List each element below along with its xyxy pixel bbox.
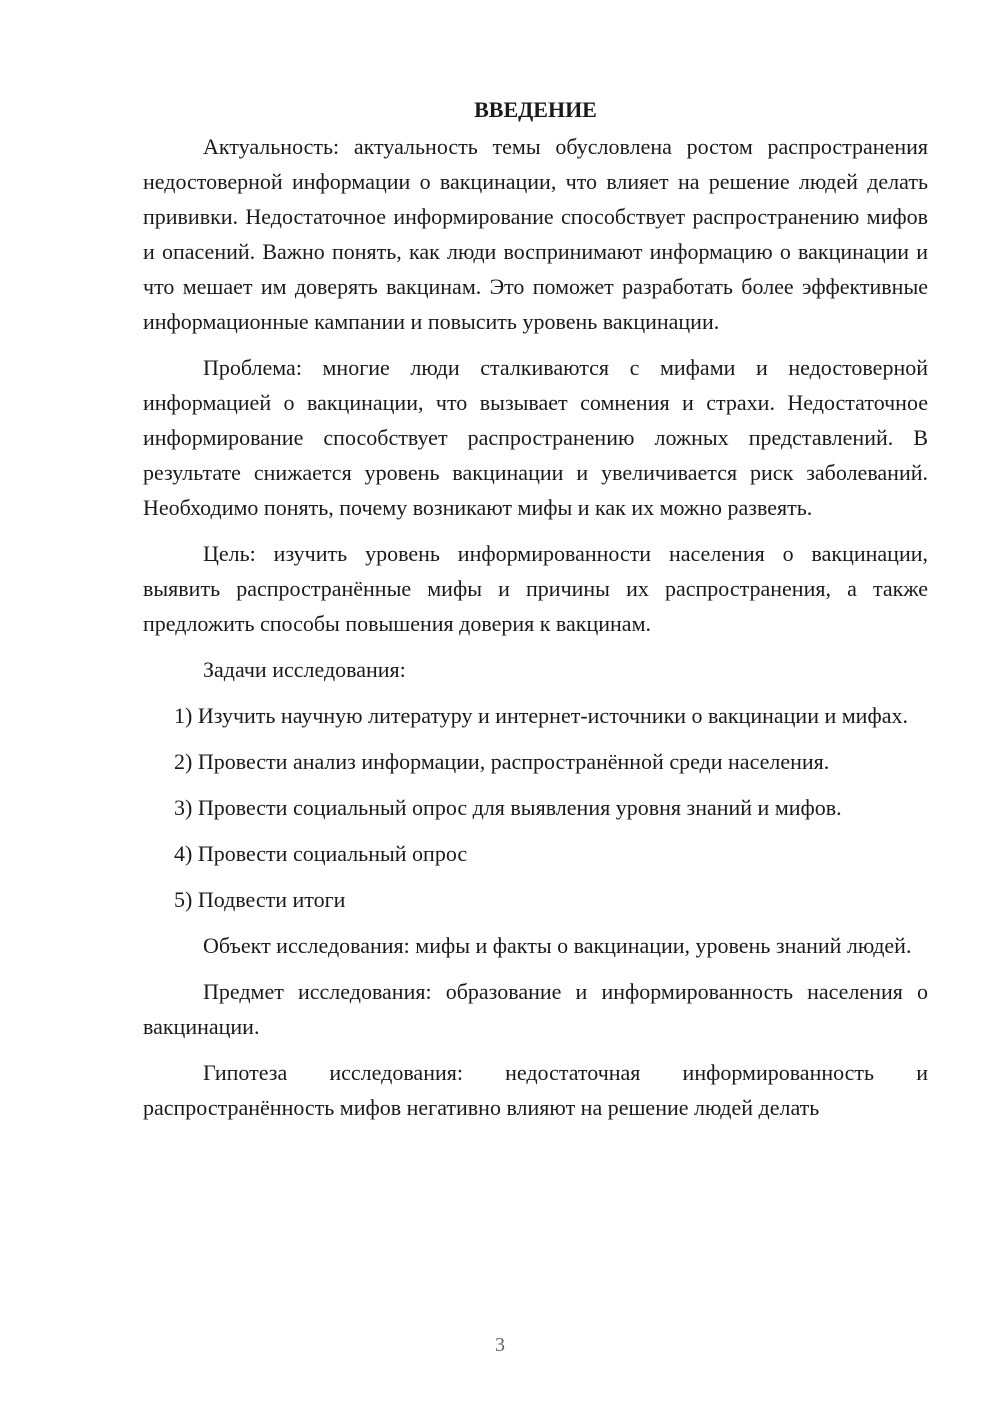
subject-paragraph: Предмет исследования: образование и информированность населения о вакцинации. [143,979,928,1039]
task-item-4: 4) Провести социальный опрос [174,841,468,866]
tasks-heading: Задачи исследования: [203,657,406,682]
document-page [143,92,928,1136]
task-item-3: 3) Провести социальный опрос для выявления уровня знаний и мифов. [174,795,842,820]
task-item-1: 1) Изучить научную литературу и интернет-источники о вакцинации и мифах. [174,703,908,728]
goal-paragraph: Цель: изучить уровень информированности населения о вакцинации, выявить распространённые мифы и причины их распространения, а также предложить способы повышения доверия к вакцинам. [143,541,928,636]
problem-paragraph: Проблема: многие люди сталкиваются с мифами и недостоверной информацией о вакцинации, что вызывает сомнения и страхи. Недостаточное информирование способствует распространению ложных представлений. В результате снижается уровень вакцинации и увеличивается риск заболеваний. Необходимо понять, почему возникают мифы и как их можно развеять. [143,355,928,520]
page-number: 3 [495,1334,505,1356]
object-paragraph: Объект исследования: мифы и факты о вакцинации, уровень знаний людей. [203,933,912,958]
section-title: ВВЕДЕНИЕ [474,97,597,122]
task-item-5: 5) Подвести итоги [174,887,346,912]
hypothesis-paragraph: Гипотеза исследования: недостаточная информированность и распространённость мифов негативно влияют на решение людей делать [143,1060,928,1120]
relevance-paragraph: Актуальность: актуальность темы обусловлена ростом распространения недостоверной информации о вакцинации, что влияет на решение людей делать прививки. Недостаточное информирование способствует распространению мифов и опасений. Важно понять, как люди воспринимают информацию о вакцинации и что мешает им доверять вакцинам. Это поможет разработать более эффективные информационные кампании и повысить уровень вакцинации. [143,134,928,334]
task-item-2: 2) Провести анализ информации, распространённой среди населения. [174,749,830,774]
